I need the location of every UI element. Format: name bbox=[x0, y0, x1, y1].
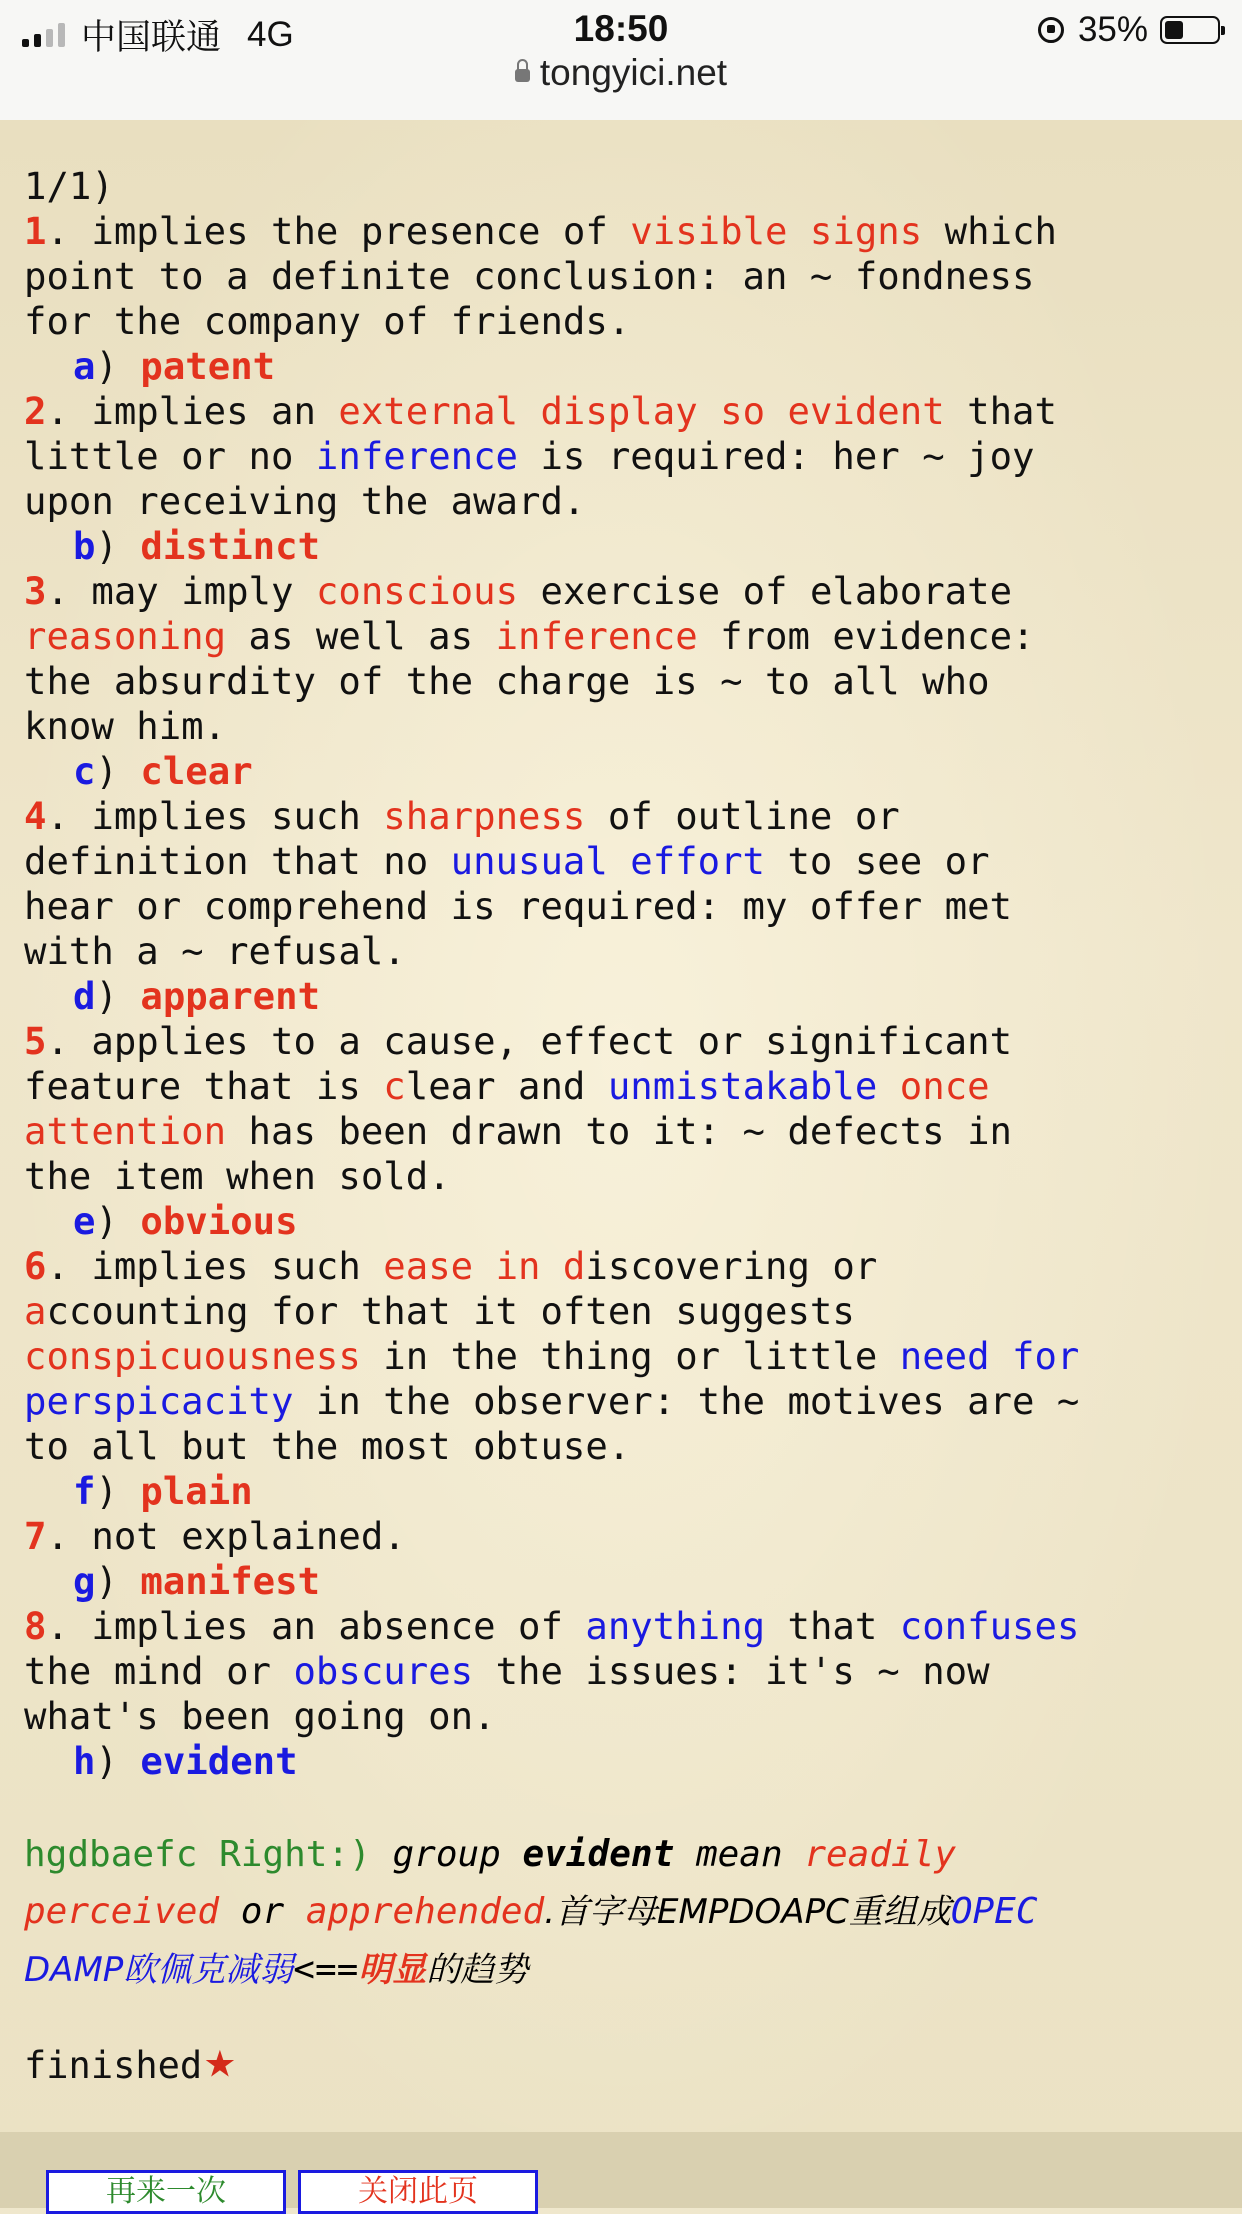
definition-line bbox=[24, 884, 1224, 929]
option-word: apparent bbox=[140, 974, 321, 1018]
mnemonic-text-4: 的趋势 bbox=[426, 1950, 529, 1990]
definition-line bbox=[24, 929, 1224, 974]
highlighted-text: visible signs bbox=[630, 209, 923, 253]
definition-line bbox=[24, 704, 1224, 749]
definition-text: feature that is bbox=[24, 1064, 384, 1108]
highlighted-text: conspicuousness bbox=[24, 1334, 361, 1378]
definition-text: . implies such bbox=[46, 1244, 384, 1288]
definition-line bbox=[24, 1424, 1224, 1469]
highlighted-text: sharpness bbox=[383, 794, 586, 838]
meaning-part-1: readily bbox=[804, 1834, 957, 1875]
definition-text: to see or bbox=[765, 839, 990, 883]
definition-line bbox=[24, 1694, 1224, 1739]
definition-text: . not explained. bbox=[46, 1514, 406, 1558]
definition-text: point to a definite conclusion: an ~ fondness bbox=[24, 254, 1035, 298]
definition-text: little or no bbox=[24, 434, 316, 478]
definition-text: lear and bbox=[405, 1064, 608, 1108]
definition-text: for the company of friends. bbox=[24, 299, 631, 343]
mnemonic-text-1: .首字母EMPDOAPC重组成 bbox=[544, 1892, 951, 1932]
definition-line bbox=[24, 569, 1224, 614]
option-paren: ) bbox=[95, 524, 141, 568]
definition-text: the mind or bbox=[24, 1649, 294, 1693]
option-word: clear bbox=[140, 749, 253, 793]
definition-text: which bbox=[922, 209, 1057, 253]
option-paren: ) bbox=[95, 1199, 141, 1243]
carrier-name: 中国联通 bbox=[81, 18, 222, 57]
definition-text: what's been going on. bbox=[24, 1694, 496, 1738]
status-right bbox=[1038, 10, 1220, 50]
highlighted-text: reasoning bbox=[24, 614, 227, 658]
definition-text: has been drawn to it: ~ defects in bbox=[226, 1109, 1013, 1153]
definition-text: with a ~ refusal. bbox=[24, 929, 406, 973]
answer-option[interactable] bbox=[24, 974, 1224, 1019]
definition-number: 6 bbox=[24, 1244, 47, 1288]
mnemonic-text-3: DAMP欧佩克减弱 bbox=[24, 1950, 294, 1990]
definition-text bbox=[877, 1064, 899, 1108]
option-letter: a bbox=[73, 344, 96, 388]
answer-option[interactable] bbox=[24, 1559, 1224, 1604]
address-bar[interactable] bbox=[0, 52, 1242, 94]
definition-number: 5 bbox=[24, 1019, 47, 1063]
definition-text: know him. bbox=[24, 704, 227, 748]
definition-number: 7 bbox=[24, 1514, 47, 1558]
definition-text: as well as bbox=[226, 614, 496, 658]
definition-text: the absurdity of the charge is ~ to all who bbox=[24, 659, 990, 703]
highlighted-text: unusual effort bbox=[450, 839, 766, 883]
definition-line bbox=[24, 1604, 1224, 1649]
answer-option[interactable] bbox=[24, 1469, 1224, 1514]
progress-indicator: 1/1) bbox=[24, 164, 114, 208]
option-letter: h bbox=[73, 1739, 96, 1783]
definition-text: the item when sold. bbox=[24, 1154, 451, 1198]
answer-option[interactable] bbox=[24, 1199, 1224, 1244]
definition-text: exercise of elaborate bbox=[518, 569, 1013, 613]
mean-label: mean bbox=[695, 1834, 783, 1875]
answer-option[interactable] bbox=[24, 1739, 1224, 1784]
battery-level-fill bbox=[1165, 21, 1183, 39]
definition-line bbox=[24, 299, 1224, 344]
option-paren: ) bbox=[95, 1559, 141, 1603]
definition-line bbox=[24, 1514, 1224, 1559]
definition-text: ccounting for that it often suggests bbox=[46, 1289, 855, 1333]
or-text: or bbox=[240, 1891, 285, 1932]
definition-number: 1 bbox=[24, 209, 47, 253]
battery-icon bbox=[1160, 16, 1220, 44]
highlighted-text: perspicacity bbox=[24, 1379, 294, 1423]
option-paren: ) bbox=[95, 1469, 141, 1513]
option-word: distinct bbox=[140, 524, 321, 568]
meaning-part-2: perceived bbox=[24, 1891, 220, 1932]
definitions-list bbox=[24, 164, 1224, 1784]
finished-status bbox=[24, 2029, 236, 2090]
definition-line bbox=[24, 1289, 1224, 1334]
mnemonic-highlight: 明显 bbox=[358, 1950, 427, 1990]
definition-text: . implies an bbox=[46, 389, 339, 433]
definition-text: hear or comprehend is required: my offer met bbox=[24, 884, 1013, 928]
option-word: manifest bbox=[140, 1559, 321, 1603]
definition-line bbox=[24, 479, 1224, 524]
highlighted-text: attention bbox=[24, 1109, 227, 1153]
definition-line bbox=[24, 659, 1224, 704]
definition-line bbox=[24, 254, 1224, 299]
option-letter: e bbox=[73, 1199, 96, 1243]
option-paren: ) bbox=[95, 1739, 141, 1783]
definition-line bbox=[24, 1649, 1224, 1694]
definition-text: . applies to a cause, effect or significant bbox=[46, 1019, 1013, 1063]
definition-number: 8 bbox=[24, 1604, 47, 1648]
option-word: obvious bbox=[140, 1199, 298, 1243]
definition-line bbox=[24, 389, 1224, 434]
definition-text: of outline or bbox=[585, 794, 900, 838]
definition-text: in the observer: the motives are ~ bbox=[293, 1379, 1080, 1423]
definition-text: iscovering or bbox=[585, 1244, 878, 1288]
group-word: evident bbox=[522, 1834, 675, 1875]
right-label: Right:) bbox=[197, 1834, 371, 1875]
definition-text: to all but the most obtuse. bbox=[24, 1424, 631, 1468]
option-paren: ) bbox=[95, 344, 141, 388]
group-label: group bbox=[392, 1834, 501, 1875]
answer-sequence: hgdbaefc bbox=[24, 1834, 198, 1875]
option-word: patent bbox=[140, 344, 276, 388]
definition-line bbox=[24, 1019, 1224, 1064]
option-paren: ) bbox=[95, 974, 141, 1018]
option-letter: c bbox=[73, 749, 96, 793]
option-letter: f bbox=[73, 1469, 96, 1513]
highlighted-text: confuses bbox=[899, 1604, 1080, 1648]
definition-line bbox=[24, 1064, 1224, 1109]
mnemonic-arrow: <== bbox=[293, 1949, 359, 1990]
mnemonic-opec: OPEC bbox=[950, 1891, 1038, 1932]
highlighted-text: ease in d bbox=[383, 1244, 586, 1288]
orientation-lock-icon bbox=[1038, 17, 1064, 43]
definition-text: . implies an absence of bbox=[46, 1604, 586, 1648]
highlighted-text: inference bbox=[315, 434, 519, 478]
answer-option[interactable] bbox=[24, 749, 1224, 794]
battery-percent: 35% bbox=[1077, 10, 1148, 49]
definition-text: from evidence: bbox=[697, 614, 1035, 658]
option-word: plain bbox=[140, 1469, 253, 1513]
highlighted-text: need for bbox=[899, 1334, 1080, 1378]
definition-text: definition that no bbox=[24, 839, 451, 883]
definition-line bbox=[24, 1109, 1224, 1154]
highlighted-text: inference bbox=[495, 614, 698, 658]
finished-label: finished bbox=[24, 2044, 203, 2087]
option-letter: b bbox=[73, 524, 96, 568]
close-page-button[interactable]: 关闭此页 bbox=[298, 2170, 538, 2214]
definition-line bbox=[24, 839, 1224, 884]
highlighted-text: a bbox=[24, 1289, 47, 1333]
definition-text: that bbox=[765, 1604, 900, 1648]
definition-text: that bbox=[944, 389, 1057, 433]
highlighted-text: once bbox=[899, 1064, 990, 1108]
definition-text: is required: her ~ joy bbox=[518, 434, 1035, 478]
definition-text: . may imply bbox=[46, 569, 316, 613]
definition-text: . implies the presence of bbox=[46, 209, 631, 253]
definition-line bbox=[24, 434, 1224, 479]
retry-button[interactable]: 再来一次 bbox=[46, 2170, 286, 2214]
definition-line bbox=[24, 1334, 1224, 1379]
answer-option[interactable] bbox=[24, 524, 1224, 569]
definition-text: in the thing or little bbox=[360, 1334, 900, 1378]
definition-line bbox=[24, 614, 1224, 659]
definition-text: . implies such bbox=[46, 794, 384, 838]
definition-line bbox=[24, 1154, 1224, 1199]
definition-line bbox=[24, 1379, 1224, 1424]
quiz-page bbox=[0, 120, 1242, 2208]
option-letter: d bbox=[73, 974, 96, 1018]
meaning-part-3: apprehended bbox=[305, 1891, 545, 1932]
highlighted-text: obscures bbox=[293, 1649, 474, 1693]
definition-text: upon receiving the award. bbox=[24, 479, 586, 523]
answer-summary bbox=[24, 1826, 1234, 1999]
highlighted-text: conscious bbox=[315, 569, 519, 613]
answer-option[interactable] bbox=[24, 344, 1224, 389]
lock-icon bbox=[515, 69, 530, 82]
highlighted-text: c bbox=[383, 1064, 406, 1108]
url-text: tongyici.net bbox=[539, 52, 728, 93]
status-time: 18:50 bbox=[573, 8, 669, 49]
status-bar bbox=[0, 0, 1242, 120]
star-icon: ★ bbox=[204, 2029, 236, 2090]
definition-line bbox=[24, 1244, 1224, 1289]
definition-text: the issues: it's ~ now bbox=[473, 1649, 990, 1693]
definition-line bbox=[24, 794, 1224, 839]
option-letter: g bbox=[73, 1559, 96, 1603]
option-word: evident bbox=[140, 1739, 298, 1783]
highlighted-text: anything bbox=[585, 1604, 766, 1648]
network-type: 4G bbox=[247, 15, 294, 54]
definition-line bbox=[24, 209, 1224, 254]
highlighted-text: external display so evident bbox=[338, 389, 945, 433]
option-paren: ) bbox=[95, 749, 141, 793]
definition-number: 4 bbox=[24, 794, 47, 838]
button-bar bbox=[0, 2132, 1242, 2208]
highlighted-text: unmistakable bbox=[607, 1064, 878, 1108]
definition-number: 2 bbox=[24, 389, 47, 433]
definition-number: 3 bbox=[24, 569, 47, 613]
